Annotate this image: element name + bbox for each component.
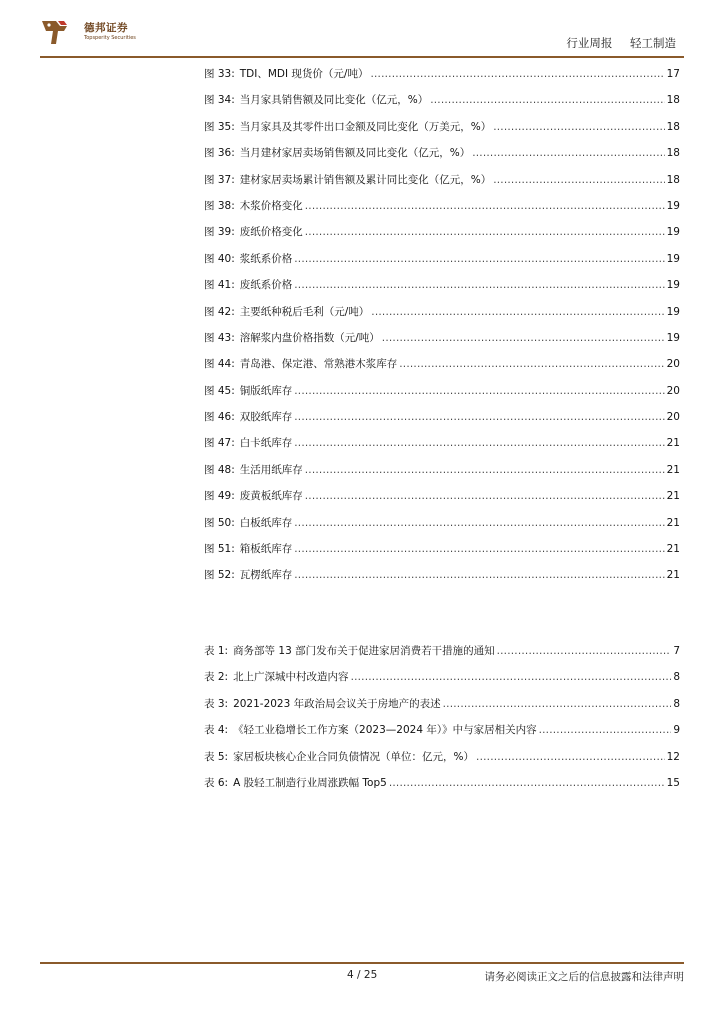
figure-index-entry[interactable] [204,246,680,272]
dot-leader [399,351,664,377]
figure-index-entry[interactable] [204,430,680,456]
dot-leader [539,717,672,743]
dot-leader [294,272,664,298]
entry-label: 表 1: [204,645,229,657]
entry-page-number: 21 [666,437,680,450]
entry-label: 图 50: [204,516,235,529]
entry-label: 图 39: [204,226,235,239]
figure-index-entry[interactable] [204,299,680,325]
figure-index-entry[interactable] [204,61,680,87]
entry-title: 当月家具及其零件出口金额及同比变化（万美元，%） [239,120,492,133]
figure-index-entry[interactable] [204,167,680,193]
entry-label: 图 40: [204,252,235,265]
entry-title: 双胶纸库存 [239,411,293,424]
entry-page-number: 18 [666,120,680,133]
dot-leader [305,219,665,245]
footer-divider [40,962,684,964]
entry-title: 废纸价格变化 [239,226,303,239]
entry-title: 生活用纸库存 [239,463,303,476]
entry-title: TDI、MDI 现货价（元/吨） [239,68,369,80]
dot-leader [476,744,665,770]
dot-leader [305,483,665,509]
entry-title: 浆纸系价格 [239,252,293,265]
figure-index-entry[interactable] [204,140,680,166]
entry-label: 图 34: [204,94,235,107]
entry-label: 图 45: [204,384,235,397]
topsperity-logo-icon [40,17,70,47]
dot-leader [370,61,664,87]
entry-label: 图 46: [204,411,235,424]
entry-label: 表 5: [204,750,229,763]
entry-page-number: 19 [666,252,680,265]
entry-title: 青岛港、保定港、常熟港木浆库存 [239,358,398,371]
entry-label: 图 44: [204,358,235,371]
entry-page-number: 19 [666,226,680,239]
entry-page-number: 19 [666,331,680,344]
entry-label: 图 51: [204,543,235,556]
entry-label: 图 52: [204,569,235,582]
dot-leader [294,404,664,430]
entry-page-number: 21 [666,516,680,529]
dot-leader [497,638,672,664]
figure-index-entry[interactable] [204,510,680,536]
dot-leader [294,430,664,456]
entry-title: 瓦楞纸库存 [239,569,293,582]
entry-title: 主要纸种税后毛利（元/吨） [239,305,370,318]
entry-label: 表 3: [204,697,229,710]
table-index-entry[interactable] [204,664,680,690]
entry-label: 图 38: [204,199,235,212]
industry-name: 轻工制造 [630,36,676,50]
entry-title: 2021-2023 年政治局会议关于房地产的表述 [233,697,441,710]
entry-page-number: 12 [666,750,680,763]
dot-leader [371,299,664,325]
entry-label: 图 49: [204,490,235,503]
figure-index-entry[interactable] [204,404,680,430]
figure-index-entry[interactable] [204,87,680,113]
dot-leader [493,114,664,140]
entry-page-number: 21 [666,463,680,476]
dot-leader [493,167,664,193]
dot-leader [305,193,665,219]
entry-label: 图 47: [204,437,235,450]
entry-label: 图 37: [204,173,235,186]
entry-page-number: 20 [666,358,680,371]
entry-label: 表 4: [204,724,229,737]
legal-disclaimer: 请务必阅读正文之后的信息披露和法律声明 [484,971,684,983]
figure-index-entry[interactable] [204,483,680,509]
entry-page-number: 21 [666,569,680,582]
figure-index-entry[interactable] [204,536,680,562]
entry-page-number: 19 [666,305,680,318]
entry-title: 废黄板纸库存 [239,490,303,503]
brand-name: 德邦证券 [84,22,128,34]
figure-index-entry[interactable] [204,219,680,245]
brand-name-english: Topsperity Securities [84,35,136,41]
entry-page-number: 20 [666,384,680,397]
dot-leader [382,325,665,351]
dot-leader [294,246,664,272]
entry-label: 图 41: [204,279,235,292]
figure-index-entry[interactable] [204,193,680,219]
entry-title: 当月家具销售额及同比变化（亿元，%） [239,94,429,107]
header-meta [566,35,676,51]
dot-leader [443,691,672,717]
dot-leader [430,87,664,113]
entry-page-number: 15 [666,776,680,789]
entry-label: 图 42: [204,305,235,318]
figure-index [204,61,680,589]
figure-index-entry[interactable] [204,325,680,351]
entry-page-number: 7 [673,645,680,657]
entry-title: 《轻工业稳增长工作方案（2023—2024 年）》中与家居相关内容 [233,724,537,737]
entry-label: 图 43: [204,331,235,344]
figure-index-entry[interactable] [204,351,680,377]
dot-leader [305,457,665,483]
entry-label: 图 48: [204,463,235,476]
figure-index-entry[interactable] [204,114,680,140]
entry-title: 白卡纸库存 [239,437,293,450]
entry-title: 北上广深城中村改造内容 [233,671,349,684]
entry-title: 废纸系价格 [239,279,293,292]
figure-index-entry[interactable] [204,272,680,298]
dot-leader [294,562,664,588]
table-index-entry[interactable] [204,744,680,770]
figure-index-entry[interactable] [204,378,680,404]
table-index [204,638,680,796]
entry-title: 当月建材家居卖场销售额及同比变化（亿元，%） [239,147,471,160]
entry-page-number: 8 [673,697,680,710]
page-number: 4 / 25 [347,969,378,981]
entry-page-number: 18 [666,173,680,186]
entry-title: 白板纸库存 [239,516,293,529]
entry-page-number: 18 [666,94,680,107]
page-header [0,0,724,60]
entry-page-number: 21 [666,543,680,556]
entry-label: 图 35: [204,120,235,133]
entry-title: 家居板块核心企业合同负债情况（单位：亿元，%） [233,750,475,763]
entry-page-number: 8 [673,671,680,684]
entry-title: 商务部等 13 部门发布关于促进家居消费若干措施的通知 [233,645,495,657]
dot-leader [351,664,672,690]
dot-leader [294,510,664,536]
entry-page-number: 19 [666,279,680,292]
entry-label: 表 6: [204,776,229,789]
entry-title: 建材家居卖场累计销售额及累计同比变化（亿元，%） [239,173,492,186]
entry-label: 图 33: [204,68,235,80]
entry-page-number: 19 [666,199,680,212]
report-type: 行业周报 [566,36,613,50]
dot-leader [294,536,664,562]
table-index-entry[interactable] [204,770,680,796]
entry-page-number: 20 [666,411,680,424]
entry-label: 图 36: [204,147,235,160]
dot-leader [472,140,664,166]
entry-page-number: 17 [666,68,680,80]
entry-title: 木浆价格变化 [239,199,303,212]
table-index-entry[interactable] [204,717,680,743]
dot-leader [294,378,664,404]
entry-label: 表 2: [204,671,229,684]
header-divider [40,56,684,58]
entry-page-number: 18 [666,147,680,160]
figure-index-entry[interactable] [204,562,680,588]
entry-page-number: 21 [666,490,680,503]
dot-leader [389,770,665,796]
entry-title: 铜版纸库存 [239,384,293,397]
figure-index-entry[interactable] [204,457,680,483]
entry-title: 溶解浆内盘价格指数（元/吨） [239,331,380,344]
table-index-entry[interactable] [204,638,680,664]
entry-title: 箱板纸库存 [239,543,293,556]
table-index-entry[interactable] [204,691,680,717]
entry-page-number: 9 [673,724,680,737]
entry-title: A 股轻工制造行业周涨跌幅 Top5 [233,776,387,789]
